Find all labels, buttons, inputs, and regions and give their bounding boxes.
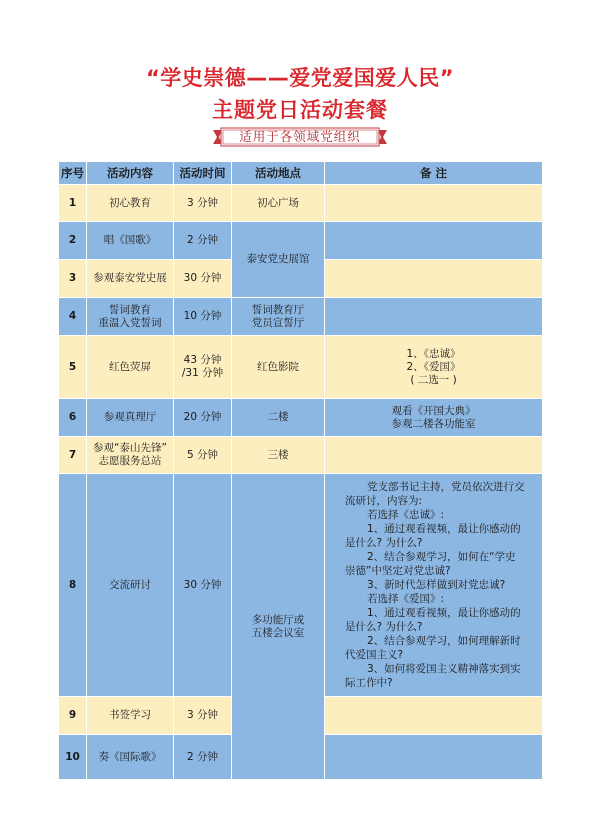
table-row xyxy=(59,298,543,336)
row-location: 二楼 xyxy=(232,399,325,437)
row-time: 3 分钟 xyxy=(174,185,232,222)
table-row xyxy=(59,437,543,474)
time-line: 43 分钟 xyxy=(183,354,222,366)
row-time xyxy=(174,336,232,399)
remark-line: 3、新时代怎样做到对党忠诚? xyxy=(367,579,506,591)
location-line: 党员宣誓厅 xyxy=(251,316,305,329)
row-remark xyxy=(325,222,543,260)
row-time: 2 分钟 xyxy=(174,222,232,260)
remark-line: 参观二楼各功能室 xyxy=(391,417,476,430)
location-line: 五楼会议室 xyxy=(251,626,305,639)
table-row xyxy=(59,222,543,260)
remark-line: 2、结合参观学习，如何理解新时代爱国主义? xyxy=(345,635,521,661)
content-line: 誓词教育 xyxy=(109,303,151,316)
row-content xyxy=(87,437,174,474)
row-content: 参观真理厅 xyxy=(87,399,174,437)
row-no: 6 xyxy=(59,399,87,437)
row-time: 30 分钟 xyxy=(174,260,232,298)
content-line: 重温入党誓词 xyxy=(98,316,162,329)
activity-table xyxy=(58,161,543,780)
title-line-2: 主题党日活动套餐 xyxy=(212,98,388,122)
row-no: 1 xyxy=(59,185,87,222)
subtitle-ribbon xyxy=(213,127,387,147)
table-row xyxy=(59,399,543,437)
row-location: 红色影院 xyxy=(232,336,325,399)
row-remark xyxy=(325,735,543,780)
row-no: 10 xyxy=(59,735,87,780)
remark-line: ( 二选一 ) xyxy=(410,373,457,386)
row-content xyxy=(87,298,174,336)
row-no: 8 xyxy=(59,474,87,697)
table-row xyxy=(59,336,543,399)
header-content: 活动内容 xyxy=(87,162,174,185)
row-content: 红色荧屏 xyxy=(87,336,174,399)
row-no: 9 xyxy=(59,697,87,735)
row-location: 三楼 xyxy=(232,437,325,474)
row-content: 初心教育 xyxy=(87,185,174,222)
row-no: 5 xyxy=(59,336,87,399)
remark-line: 党支部书记主持，党员依次进行交流研讨，内容为: xyxy=(345,481,525,507)
table-row xyxy=(59,185,543,222)
row-location xyxy=(232,298,325,336)
header-remark: 备 注 xyxy=(325,162,543,185)
row-location xyxy=(232,474,325,780)
header-time: 活动时间 xyxy=(174,162,232,185)
content-line: 志愿服务总站 xyxy=(98,455,162,467)
row-content: 奏《国际歌》 xyxy=(87,735,174,780)
row-remark xyxy=(325,437,543,474)
row-no: 7 xyxy=(59,437,87,474)
row-remark xyxy=(325,260,543,298)
subtitle-text: 适用于各领域党组织 xyxy=(239,129,361,144)
row-time: 10 分钟 xyxy=(174,298,232,336)
row-remark xyxy=(325,298,543,336)
row-location: 初心广场 xyxy=(232,185,325,222)
remark-line: 若选择《爱国》: xyxy=(367,593,445,605)
row-no: 4 xyxy=(59,298,87,336)
header-no: 序号 xyxy=(59,162,87,185)
row-content: 交流研讨 xyxy=(87,474,174,697)
row-no: 3 xyxy=(59,260,87,298)
row-remark xyxy=(325,185,543,222)
remark-line: 1、通过观看视频，最让你感动的是什么? 为什么? xyxy=(345,523,521,549)
remark-line: 3、如何将爱国主义精神落实到实际工作中? xyxy=(345,663,521,689)
header-location: 活动地点 xyxy=(232,162,325,185)
row-location: 泰安党史展馆 xyxy=(232,222,325,298)
table-header-row xyxy=(59,162,543,185)
table-row xyxy=(59,474,543,697)
row-remark xyxy=(325,697,543,735)
remark-line: 观看《开国大典》 xyxy=(391,404,476,417)
remark-line: 若选择《忠诚》: xyxy=(367,509,445,521)
row-time: 5 分钟 xyxy=(174,437,232,474)
row-remark xyxy=(325,399,543,437)
remark-line: 1、通过观看视频，最让你感动的是什么? 为什么? xyxy=(345,607,521,633)
row-content: 书签学习 xyxy=(87,697,174,735)
row-remark xyxy=(325,474,543,697)
content-line: 参观“泰山先锋” xyxy=(93,442,167,454)
row-time: 2 分钟 xyxy=(174,735,232,780)
row-time: 20 分钟 xyxy=(174,399,232,437)
location-line: 誓词教育厅 xyxy=(251,303,305,316)
row-content: 参观泰安党史展 xyxy=(87,260,174,298)
row-time: 30 分钟 xyxy=(174,474,232,697)
remark-line: 2、结合参观学习，如何在“学史崇德”中坚定对党忠诚? xyxy=(345,551,516,577)
row-remark xyxy=(325,336,543,399)
location-line: 多功能厅或 xyxy=(251,613,305,626)
title-line-1: “学史崇德——爱党爱国爱人民” xyxy=(145,66,455,90)
row-no: 2 xyxy=(59,222,87,260)
time-line: /31 分钟 xyxy=(181,367,224,379)
remark-line: 1、《忠诚》 xyxy=(406,347,461,360)
remark-line: 2、《爱国》 xyxy=(406,360,461,373)
row-time: 3 分钟 xyxy=(174,697,232,735)
row-content: 唱《国歌》 xyxy=(87,222,174,260)
